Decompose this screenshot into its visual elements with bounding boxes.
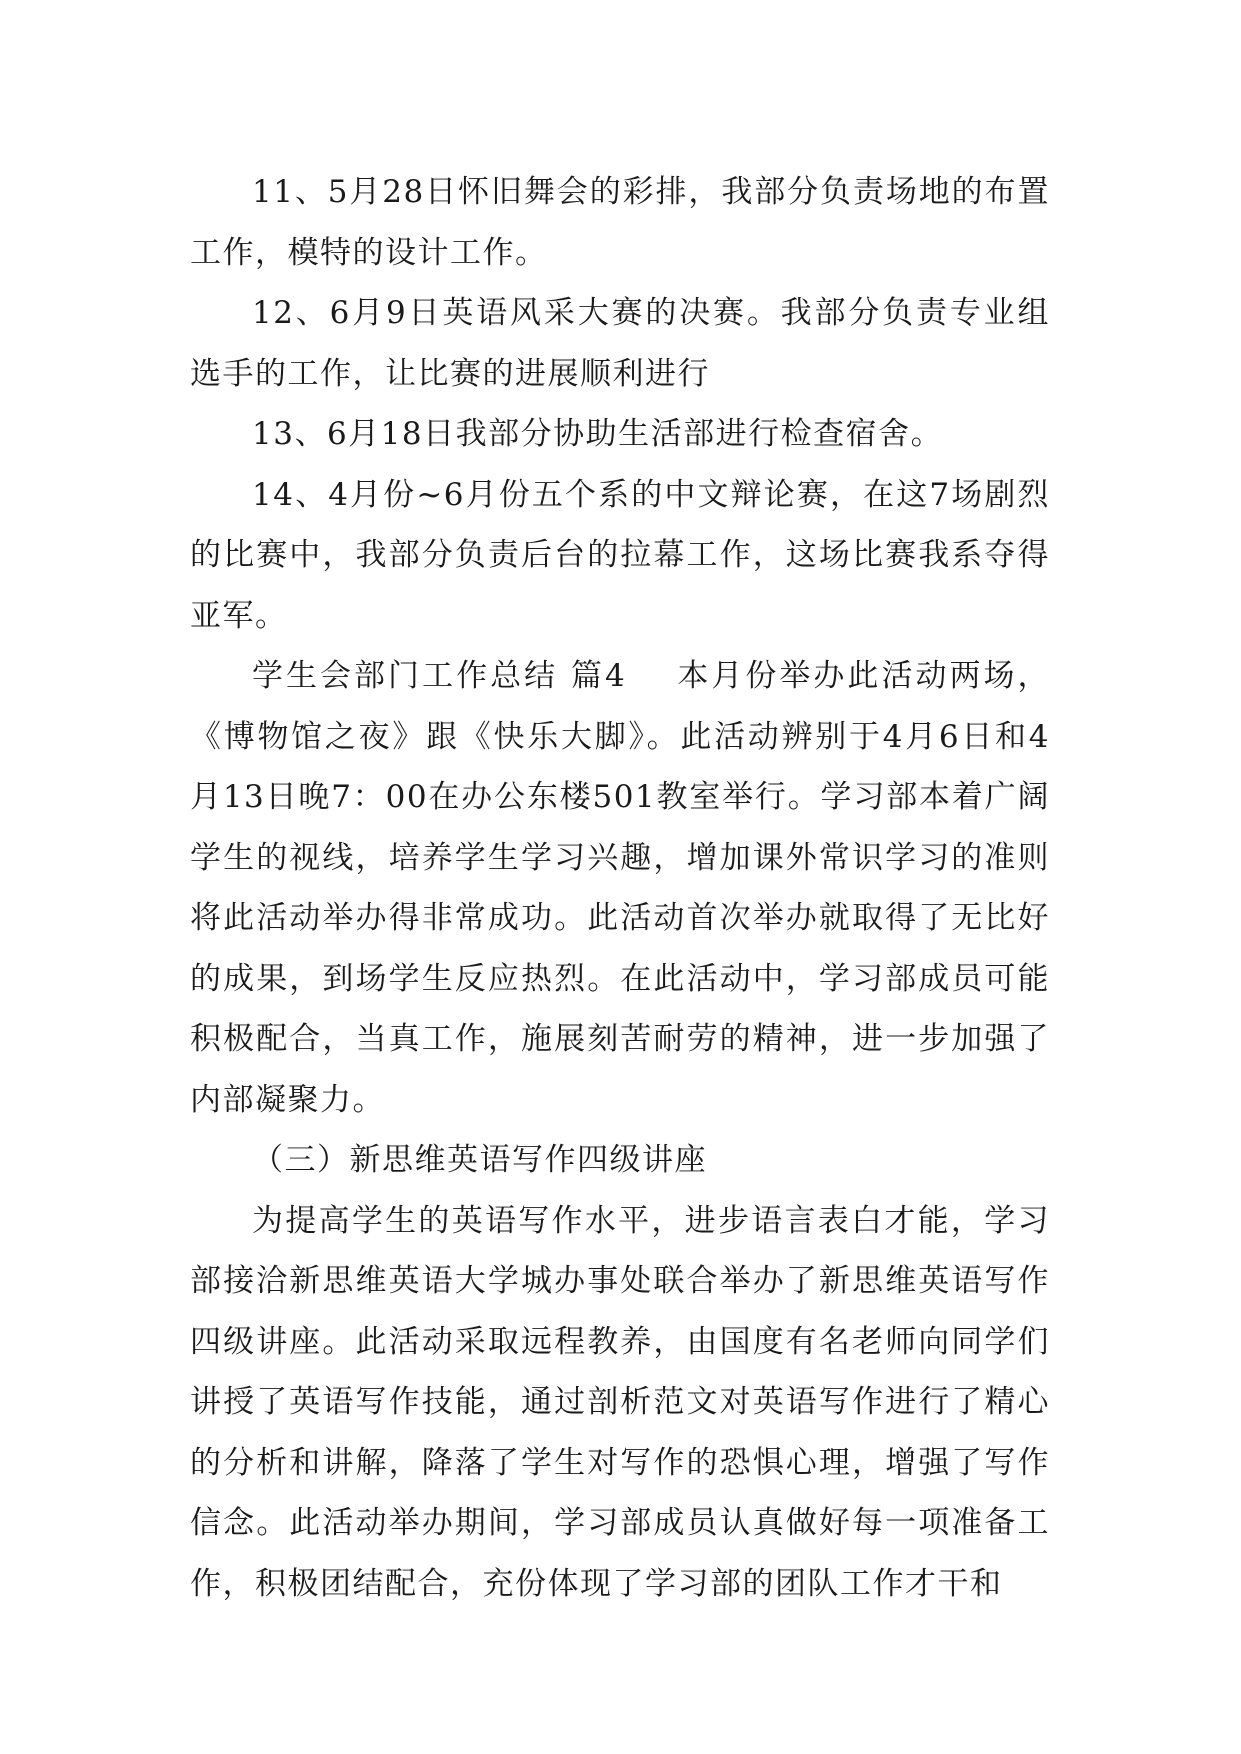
subheading: （三）新思维英语写作四级讲座 <box>252 1142 707 1178</box>
closing-paragraph: 为提高学生的英语写作水平，进步语言表白才能，学习部接洽新思维英语大学城办事处联合举办了新思维英语写作四级讲座。此活动采取远程教养，由国度有名老师向同学们讲授了英语写作技能，通过剖析范文对英语写作进行了精心的分析和讲解，降落了学生对写作的恐惧心理，增强了写作信念。此活动举办期间，学习部成员认真做好每一项准备工作，积极团结配合，充份体现了学习部的团队工作才干和 <box>190 1202 1050 1602</box>
document-body <box>190 162 1050 1614</box>
section-paragraph <box>190 646 1050 1130</box>
paragraph-item-14: 14、4月份~6月份五个系的中文辩论赛，在这7场剧烈的比赛中，我部分负责后台的拉幕工作，这场比赛我系夺得亚军。 <box>190 476 1050 634</box>
paragraph-item-11: 11、5月28日怀旧舞会的彩排，我部分负责场地的布置工作，模特的设计工作。 <box>190 174 1050 271</box>
section-title: 学生会部门工作总结 篇4 <box>252 658 627 694</box>
paragraph-item-12: 12、6月9日英语风采大赛的决赛。我部分负责专业组选手的工作，让比赛的进展顺利进行 <box>190 295 1050 392</box>
paragraph-item-13: 13、6月18日我部分协助生活部进行检查宿舍。 <box>252 416 944 452</box>
section-body: 本月份举办此活动两场，《博物馆之夜》跟《快乐大脚》。此活动辨别于4月6日和4月13日晚7：00在办公东楼501教室举行。学习部本着广阔学生的视线，培养学生学习兴趣，增加课外常识学习的准则将此活动举办得非常成功。此活动首次举办就取得了无比好的成果，到场学生反应热烈。在此活动中，学习部成员可能积极配合，当真工作，施展刻苦耐劳的精神，进一步加强了内部凝聚力。 <box>190 658 1051 1118</box>
